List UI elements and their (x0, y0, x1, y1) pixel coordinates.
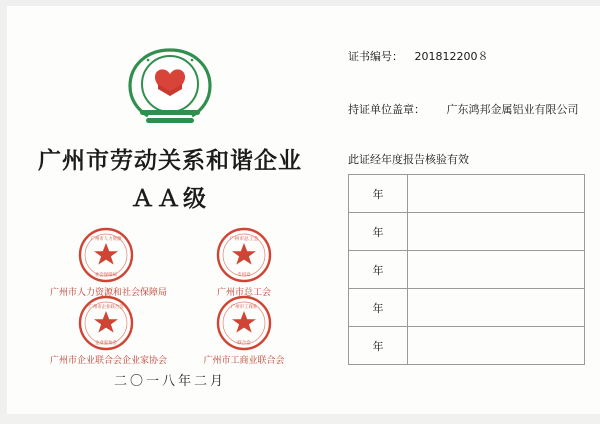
year-cell: 年 (349, 327, 408, 365)
scan-edge-bottom (0, 414, 600, 424)
seal-caption: 广州市人力资源和社会保障局 (50, 288, 168, 298)
year-cell: 年 (349, 289, 408, 327)
svg-text:社会保障局: 社会保障局 (95, 273, 117, 278)
seals-row-2 (40, 294, 310, 366)
year-entry-cell[interactable] (408, 175, 585, 213)
table-row (349, 289, 585, 327)
svg-text:联合会: 联合会 (237, 341, 251, 346)
table-row (349, 251, 585, 289)
seal-stamp-icon (77, 294, 135, 352)
issue-date: 二〇一八年二月 (113, 374, 226, 389)
svg-text:广州市企业联合会: 广州市企业联合会 (88, 305, 124, 310)
scan-edge-top (0, 0, 600, 6)
holder-value: 广东鸿邦金属铝业有限公司 (446, 103, 579, 116)
table-row (349, 213, 585, 251)
year-cell: 年 (349, 251, 408, 289)
svg-text:广州市工商业: 广州市工商业 (230, 305, 258, 310)
year-cell: 年 (349, 175, 408, 213)
seal-item (188, 294, 300, 366)
seal-stamp-icon (215, 226, 273, 284)
seal-item (50, 226, 168, 298)
seal-caption: 广州市总工会 (216, 288, 271, 298)
harmony-handshake-emblem-icon (118, 44, 222, 130)
table-row (349, 327, 585, 365)
certificate-grade: ＡＡ级 (131, 185, 209, 212)
seal-stamp-icon (215, 294, 273, 352)
certificate-number-row (348, 48, 489, 64)
svg-text:企业家协会: 企业家协会 (95, 341, 117, 346)
scan-edge-left (0, 0, 7, 424)
year-entry-cell[interactable] (408, 213, 585, 251)
holder-row (348, 101, 579, 117)
validity-note: 此证经年度报告核验有效 (348, 153, 469, 166)
seals-row-1 (40, 226, 310, 298)
year-entry-cell[interactable] (408, 251, 585, 289)
seal-stamp-icon (77, 226, 135, 284)
seal-caption: 广州市企业联合会企业家协会 (50, 356, 168, 366)
certificate-right-panel (340, 14, 590, 414)
seal-item (50, 294, 168, 366)
year-entry-cell[interactable] (408, 289, 585, 327)
holder-label: 持证单位盖章： (348, 103, 425, 116)
table-row (349, 175, 585, 213)
seals-group (40, 226, 310, 366)
certificate-left-panel (10, 14, 330, 414)
svg-text:广州市总工会: 广州市总工会 (229, 237, 259, 242)
certificate-number-value: 201812200８ (414, 50, 489, 63)
svg-text:专用章: 专用章 (237, 273, 251, 278)
seal-caption: 广州市工商业联合会 (203, 356, 285, 366)
year-entry-cell[interactable] (408, 327, 585, 365)
svg-text:广州市人力资源: 广州市人力资源 (90, 237, 122, 242)
annual-verification-table (348, 174, 585, 365)
certificate-title: 广州市劳动关系和谐企业 (38, 147, 302, 174)
certificate-number-label: 证书编号： (348, 50, 403, 63)
seal-item (188, 226, 300, 298)
year-cell: 年 (349, 213, 408, 251)
